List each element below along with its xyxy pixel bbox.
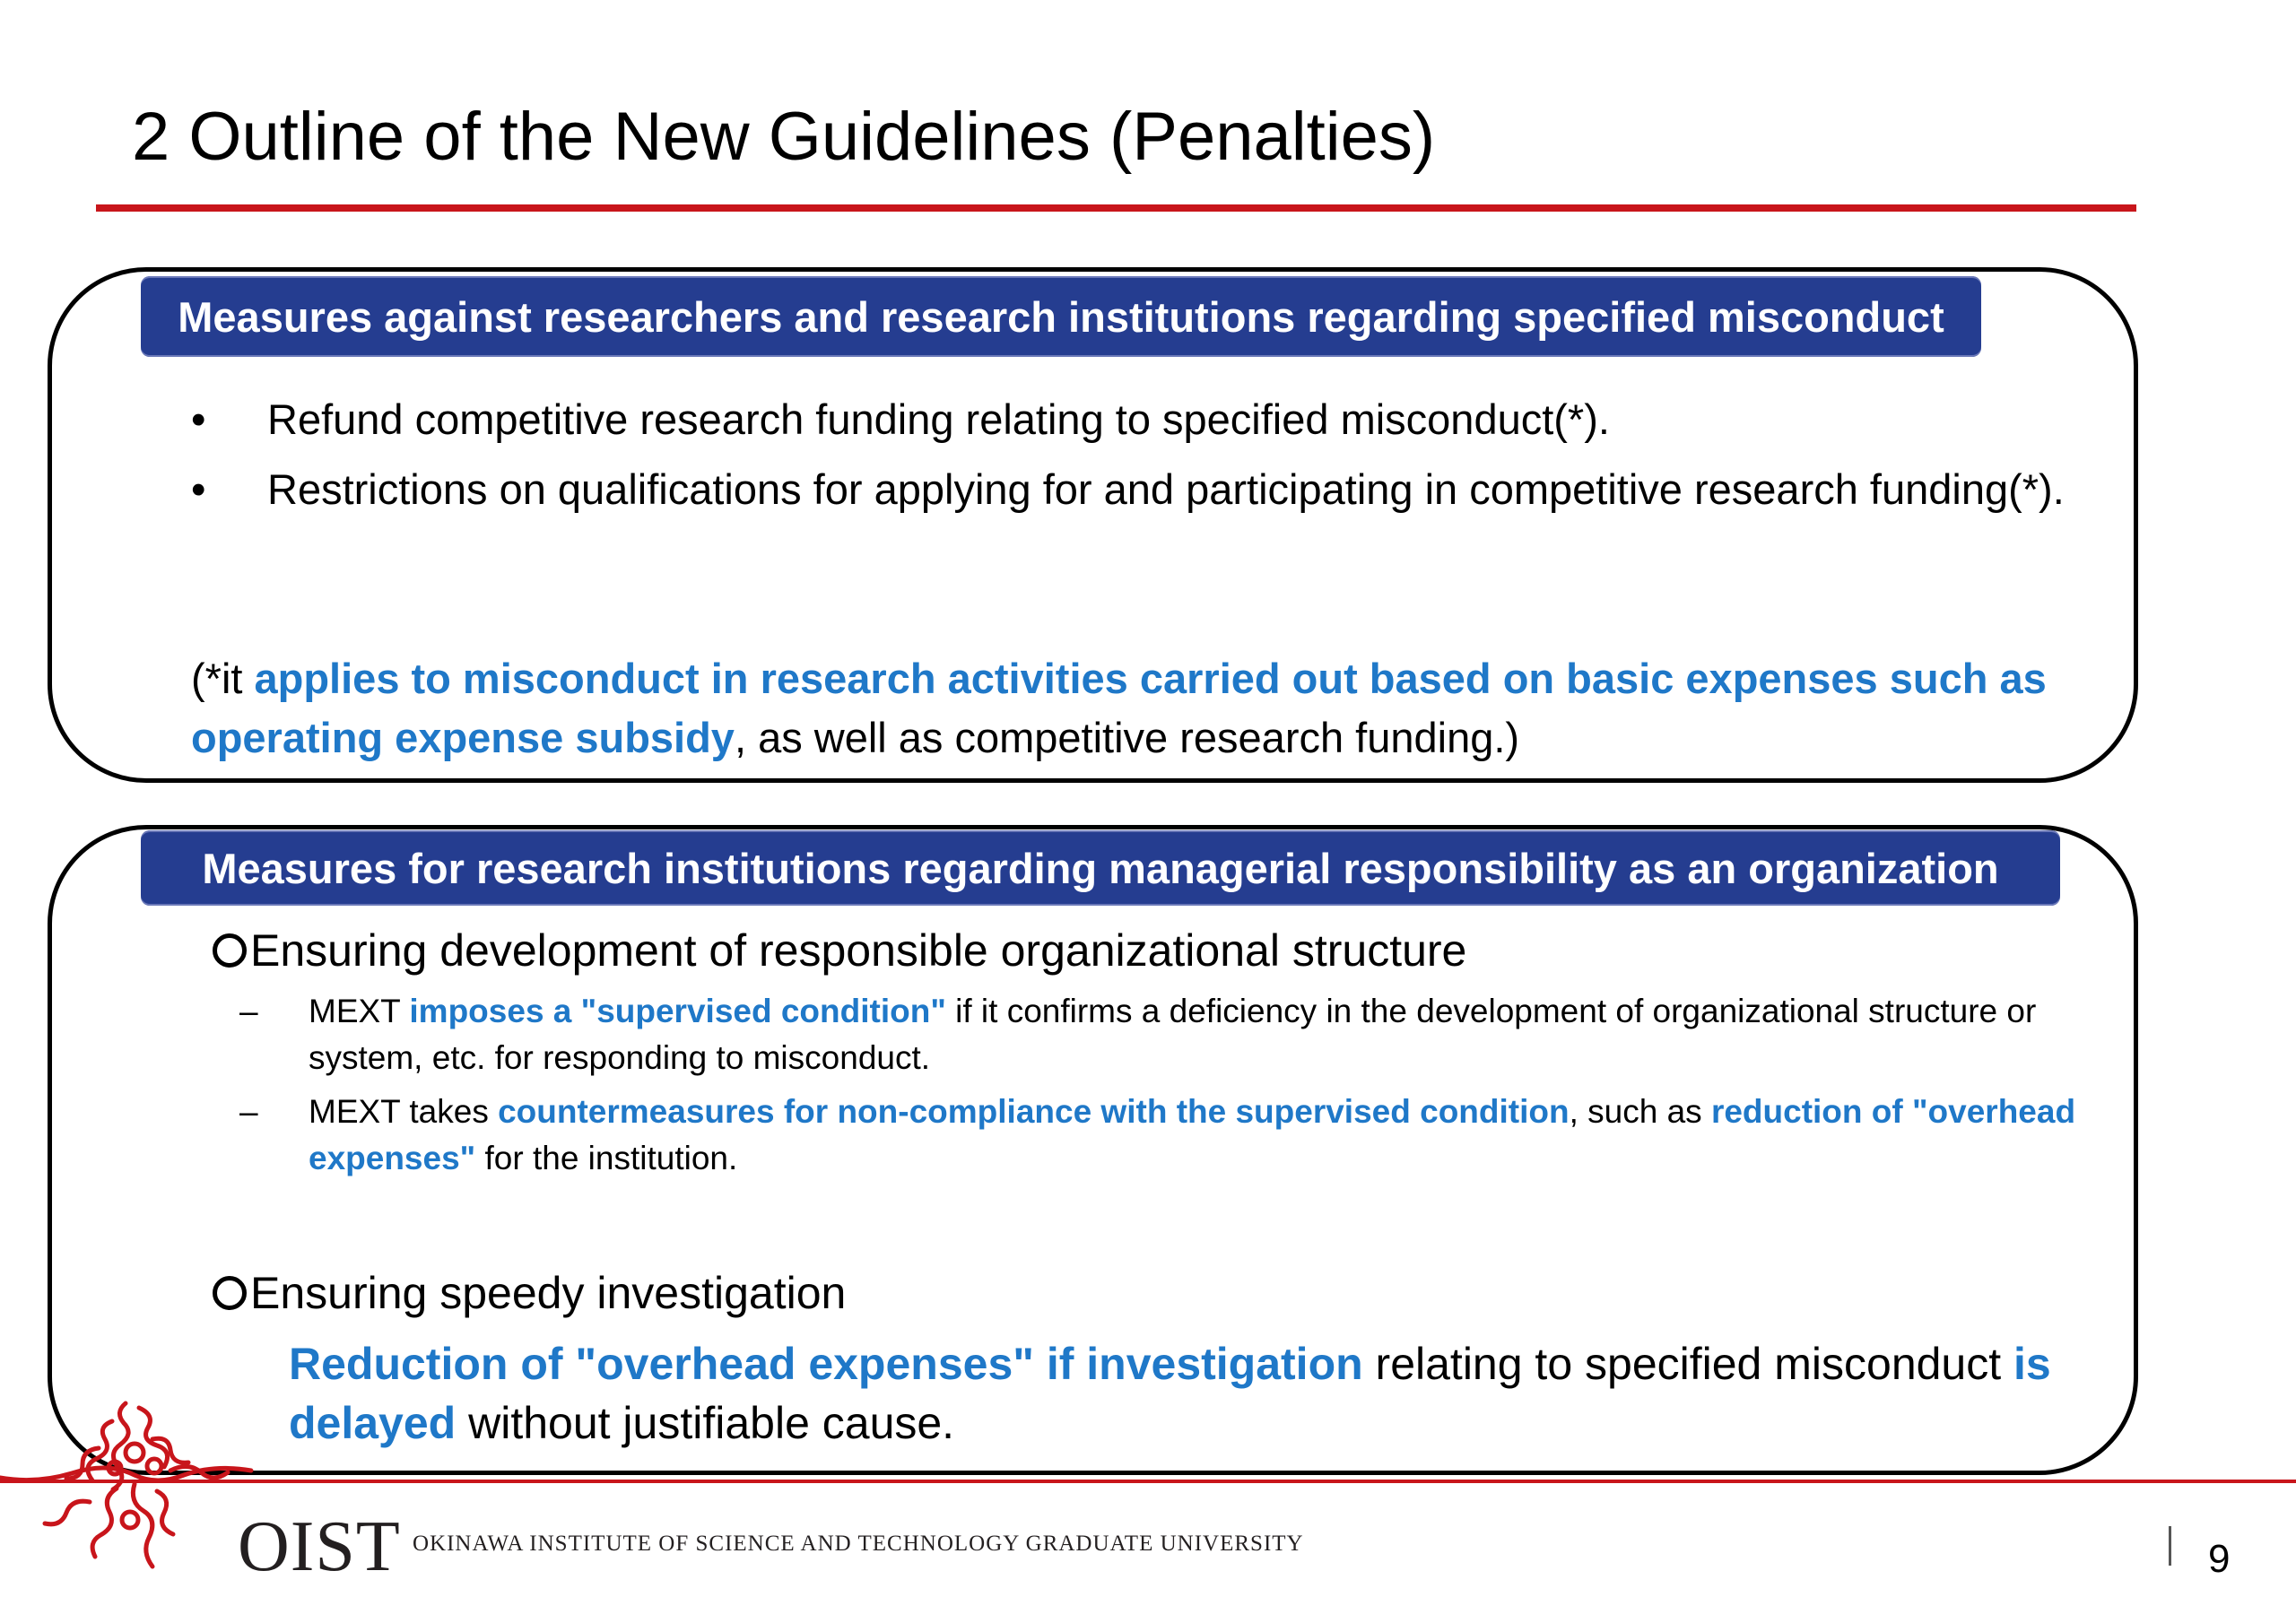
note-suffix: , as well as competitive research funding.) [734,714,1520,761]
text-span: MEXT takes [309,1093,499,1130]
text-span: if it confirms a deficiency in the development of organizational structure or system, etc. for responding to misconduct. [309,993,2037,1076]
oist-emblem-icon [0,1385,278,1583]
note-prefix: (*it [191,655,255,702]
text-span: MEXT [309,993,410,1029]
list-item-text [309,1089,2138,1182]
bullet-text: Restrictions on qualifications for applying for and participating in competitive research funding(*). [267,465,2065,513]
note-highlight: applies to misconduct in research activities carried out based on basic expenses such as operating expense subsidy [191,655,2047,761]
highlight-span: imposes a "supervised condition" [409,993,946,1029]
dash-icon: – [239,993,258,1029]
text-span: for the institution. [475,1140,738,1176]
section-heading-investigation [213,1266,846,1320]
dash-icon: – [239,1093,258,1130]
title-divider [96,204,2136,212]
investigation-text [289,1334,2083,1453]
funding-note [191,649,2074,768]
circle-bullet-icon [213,933,247,968]
list-item-text [309,988,2138,1081]
highlight-span: Reduction of "overhead expenses" if investigation [289,1339,1363,1389]
bullet-text: Refund competitive research funding relating to specified misconduct(*). [267,395,1610,443]
institution-name: OKINAWA INSTITUTE OF SCIENCE AND TECHNOLOGY GRADUATE UNIVERSITY [413,1532,1304,1556]
section-heading-text: Ensuring speedy investigation [250,1268,847,1318]
slide-title: 2 Outline of the New Guidelines (Penalties) [132,99,1436,175]
page-number: 9 [2208,1537,2231,1581]
oist-logo: OIST [238,1507,401,1586]
panel-header-institutions: Measures for research institutions regarding managerial responsibility as an organization [141,830,2060,906]
section-heading-text: Ensuring development of responsible organizational structure [250,925,1467,976]
panel-header-researchers: Measures against researchers and research institutions regarding specified misconduct [141,276,1981,357]
bullet-icon: • [191,395,206,443]
page-number-divider [2169,1526,2171,1566]
highlight-span: is delayed [289,1339,2051,1448]
section-heading-structure [213,924,1466,977]
text-span: relating to specified misconduct [1362,1339,2014,1389]
footer-divider [0,1480,2296,1483]
highlight-span: countermeasures for non-compliance with the supervised condition [498,1093,1570,1130]
highlight-span: reduction of "overhead expenses" [309,1093,2076,1176]
text-span: , such as [1569,1093,1711,1130]
bullet-icon: • [191,465,206,513]
circle-bullet-icon [213,1276,247,1310]
text-span: without justifiable cause. [456,1398,955,1448]
